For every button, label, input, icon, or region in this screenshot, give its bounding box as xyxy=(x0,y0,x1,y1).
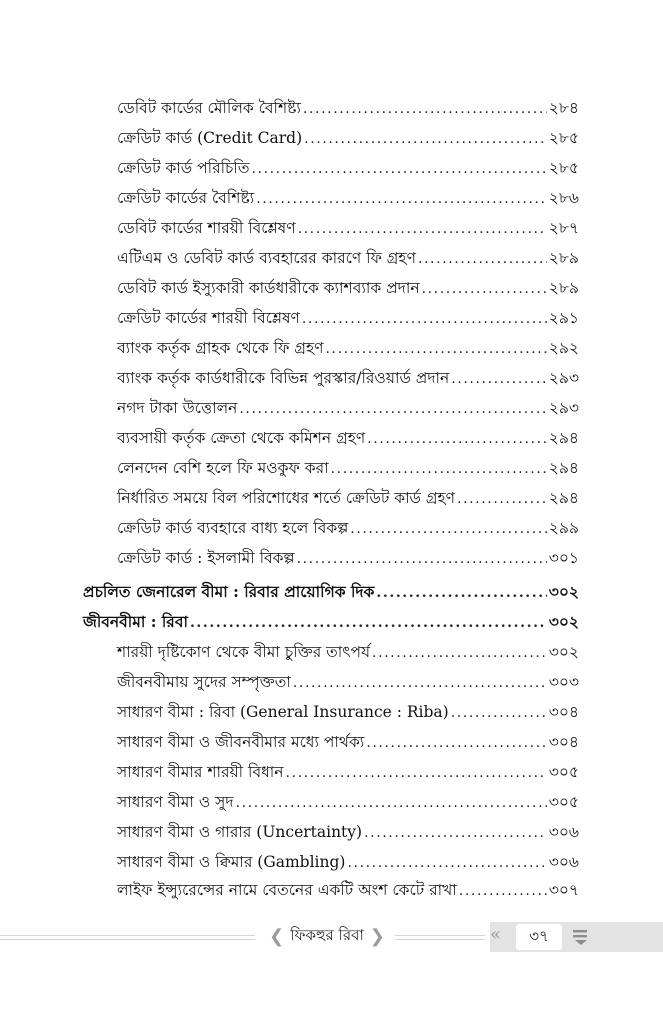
toc-chapter-title: প্রচলিত জেনারেল বীমা : রিবার প্রায়োগিক দিক xyxy=(83,582,375,601)
toc-entry[interactable] xyxy=(0,846,663,872)
toc-entry-page: ৩০৭ xyxy=(548,881,579,899)
dot-leader xyxy=(236,794,547,812)
toc-entry-page: ৩০৩ xyxy=(548,673,579,691)
toc-entry[interactable] xyxy=(0,452,663,478)
dot-leader xyxy=(350,520,547,538)
toc-entry-page: ২৯৩ xyxy=(548,399,579,417)
toc-entry-title: সাধারণ বীমা ও সুদ xyxy=(117,793,234,811)
toc-entry[interactable] xyxy=(0,786,663,812)
toc-entry-page: ২৮৫ xyxy=(548,129,579,147)
toc-entry-page: ২৮৬ xyxy=(548,189,579,207)
toc-entry-title: ক্রেডিট কার্ডের শারয়ী বিশ্লেষণ xyxy=(117,309,300,327)
toc-chapter-page: ৩০২ xyxy=(548,612,579,631)
toc-entry[interactable] xyxy=(0,512,663,538)
toc-entry[interactable] xyxy=(0,392,663,418)
toc-entry[interactable] xyxy=(0,152,663,178)
toc-entry-page: ২৯৪ xyxy=(548,489,579,507)
toc-entry-title: নগদ টাকা উত্তোলন xyxy=(117,399,238,417)
toc-entry-title: ডেবিট কার্ড ইস্যুকারী কার্ডধারীকে ক্যাশব্যাক প্রদান xyxy=(117,279,420,297)
toc-entry-page: ২৯৩ xyxy=(548,369,579,387)
dot-leader xyxy=(418,250,547,268)
footer-rule-left xyxy=(0,935,255,940)
toc-entry[interactable] xyxy=(0,242,663,268)
toc-entry-title: ব্যাংক কর্তৃক কার্ডধারীকে বিভিন্ন পুরস্কার/রিওয়ার্ড প্রদান xyxy=(117,369,450,387)
toc-chapter[interactable] xyxy=(0,606,663,632)
toc-entry-title: সাধারণ বীমা ও গারার (Uncertainty) xyxy=(117,823,363,841)
dot-leader xyxy=(293,674,547,692)
toc-entry-page: ৩০৪ xyxy=(548,703,579,721)
toc-chapter[interactable] xyxy=(0,576,663,602)
toc-entry[interactable] xyxy=(0,636,663,662)
toc-entry-page: ৩০১ xyxy=(548,549,579,567)
toc-entry[interactable] xyxy=(0,182,663,208)
dot-leader xyxy=(451,704,547,722)
dot-leader xyxy=(190,614,547,632)
toc-entry[interactable] xyxy=(0,122,663,148)
toc-entry-page: ২৮৭ xyxy=(548,219,579,237)
toc-entry[interactable] xyxy=(0,482,663,508)
toc-entry[interactable] xyxy=(0,302,663,328)
footer-rule-middle xyxy=(395,935,485,940)
dot-leader xyxy=(457,490,547,508)
toc-entry-page: ৩০২ xyxy=(548,643,579,661)
dot-leader xyxy=(239,400,546,418)
toc-entry[interactable] xyxy=(0,756,663,782)
toc-entry[interactable] xyxy=(0,92,663,118)
toc-entry-page: ৩০৬ xyxy=(548,823,579,841)
toc-entry-title: সাধারণ বীমা : রিবা (General Insurance : Riba) xyxy=(117,703,449,721)
toc-entry-title: ডেবিট কার্ডের মৌলিক বৈশিষ্ট্য xyxy=(117,99,301,117)
toc-entry[interactable] xyxy=(0,816,663,842)
dot-leader xyxy=(422,280,547,298)
dot-leader xyxy=(304,130,547,148)
toc-entry-page: ২৮৯ xyxy=(548,249,579,267)
dot-leader xyxy=(286,764,547,782)
toc-entry-title: সাধারণ বীমার শারয়ী বিধান xyxy=(117,763,284,781)
footer-book-title: ফিকহুর রিবা xyxy=(290,925,364,944)
toc-entry-page: ২৯৪ xyxy=(548,459,579,477)
toc-entry-title: ক্রেডিট কার্ডের বৈশিষ্ট্য xyxy=(117,189,255,207)
toc-entry-title: ব্যবসায়ী কর্তৃক ক্রেতা থেকে কমিশন গ্রহণ xyxy=(117,429,366,447)
dot-leader xyxy=(298,220,547,238)
dot-leader xyxy=(459,882,547,900)
menu-lines-icon xyxy=(572,928,590,946)
toc-entry-title: ক্রেডিট কার্ড (Credit Card) xyxy=(117,129,303,147)
dot-leader xyxy=(367,430,547,448)
toc-entry-page: ২৮৫ xyxy=(548,159,579,177)
toc-entry-page: ২৮৯ xyxy=(548,279,579,297)
toc-entry[interactable] xyxy=(0,542,663,568)
toc-entry-page: ৩০৫ xyxy=(548,793,579,811)
dot-leader xyxy=(364,824,547,842)
toc-entry-title: ক্রেডিট কার্ড পরিচিতি xyxy=(117,159,250,177)
toc-entry-title: লাইফ ইন্স্যুরেন্সের নামে বেতনের একটি অংশ কেটে রাখা xyxy=(117,881,457,899)
ornament-left-icon: ❮ xyxy=(269,925,285,947)
dot-leader xyxy=(376,584,546,602)
toc-entry[interactable] xyxy=(0,272,663,298)
toc-entry-title: জীবনবীমায় সুদের সম্পৃক্ততা xyxy=(117,673,291,691)
ornament-right-icon: ❯ xyxy=(369,925,385,947)
toc-entry-page: ৩০৫ xyxy=(548,763,579,781)
footer-book-title-box xyxy=(262,922,392,950)
dot-leader xyxy=(451,370,547,388)
double-chevron-left-icon: « xyxy=(490,924,502,945)
toc-entry-title: নির্ধারিত সময়ে বিল পরিশোধের শর্তে ক্রেডিট কার্ড গ্রহণ xyxy=(117,489,456,507)
page-number: ৩৭ xyxy=(516,924,562,950)
toc-entry-page: ২৯১ xyxy=(548,309,579,327)
toc-entry[interactable] xyxy=(0,726,663,752)
toc-entry[interactable] xyxy=(0,332,663,358)
dot-leader xyxy=(331,460,547,478)
toc-entry-page: ৩০৪ xyxy=(548,733,579,751)
toc-entry-title: শারয়ী দৃষ্টিকোণ থেকে বীমা চুক্তির তাৎপর্য xyxy=(117,643,371,661)
dot-leader xyxy=(366,734,546,752)
toc-chapter-page: ৩০২ xyxy=(548,582,579,601)
dot-leader xyxy=(251,160,546,178)
dot-leader xyxy=(256,190,547,208)
page-footer xyxy=(0,918,663,958)
dot-leader xyxy=(303,100,547,118)
toc-entry[interactable] xyxy=(0,422,663,448)
dot-leader xyxy=(347,854,546,872)
dot-leader xyxy=(297,550,547,568)
toc-entry[interactable] xyxy=(0,362,663,388)
toc-entry-page: ২৯৪ xyxy=(548,429,579,447)
toc-chapter-title: জীবনবীমা : রিবা xyxy=(83,612,188,631)
toc-entry-title: ব্যাংক কর্তৃক গ্রাহক থেকে ফি গ্রহণ xyxy=(117,339,324,357)
toc-entry-title: ক্রেডিট কার্ড ব্যবহারে বাধ্য হলে বিকল্প xyxy=(117,519,349,537)
toc-entry[interactable] xyxy=(0,666,663,692)
toc-entry[interactable] xyxy=(0,212,663,238)
toc-entry[interactable] xyxy=(0,696,663,722)
toc-entry-title: সাধারণ বীমা ও জীবনবীমার মধ্যে পার্থক্য xyxy=(117,733,365,751)
toc-entry-title: সাধারণ বীমা ও ক্বিমার (Gambling) xyxy=(117,853,346,871)
toc-entry-title: এটিএম ও ডেবিট কার্ড ব্যবহারের কারণে ফি গ্রহণ xyxy=(117,249,416,267)
toc-entry-page: ২৯৯ xyxy=(548,519,579,537)
toc-entry-title: ডেবিট কার্ডের শারয়ী বিশ্লেষণ xyxy=(117,219,296,237)
toc-entry-title: লেনদেন বেশি হলে ফি মওকুফ করা xyxy=(117,459,329,477)
dot-leader xyxy=(372,644,547,662)
toc-entry-title: ক্রেডিট কার্ড : ইসলামী বিকল্প xyxy=(117,549,295,567)
toc-entry-page: ২৮৪ xyxy=(548,99,579,117)
dot-leader xyxy=(302,310,547,328)
toc-entry-page: ২৯২ xyxy=(548,339,579,357)
dot-leader xyxy=(325,340,546,358)
toc-entry[interactable] xyxy=(0,874,663,900)
toc-entry-page: ৩০৬ xyxy=(548,853,579,871)
footer-page-tab xyxy=(490,922,663,952)
